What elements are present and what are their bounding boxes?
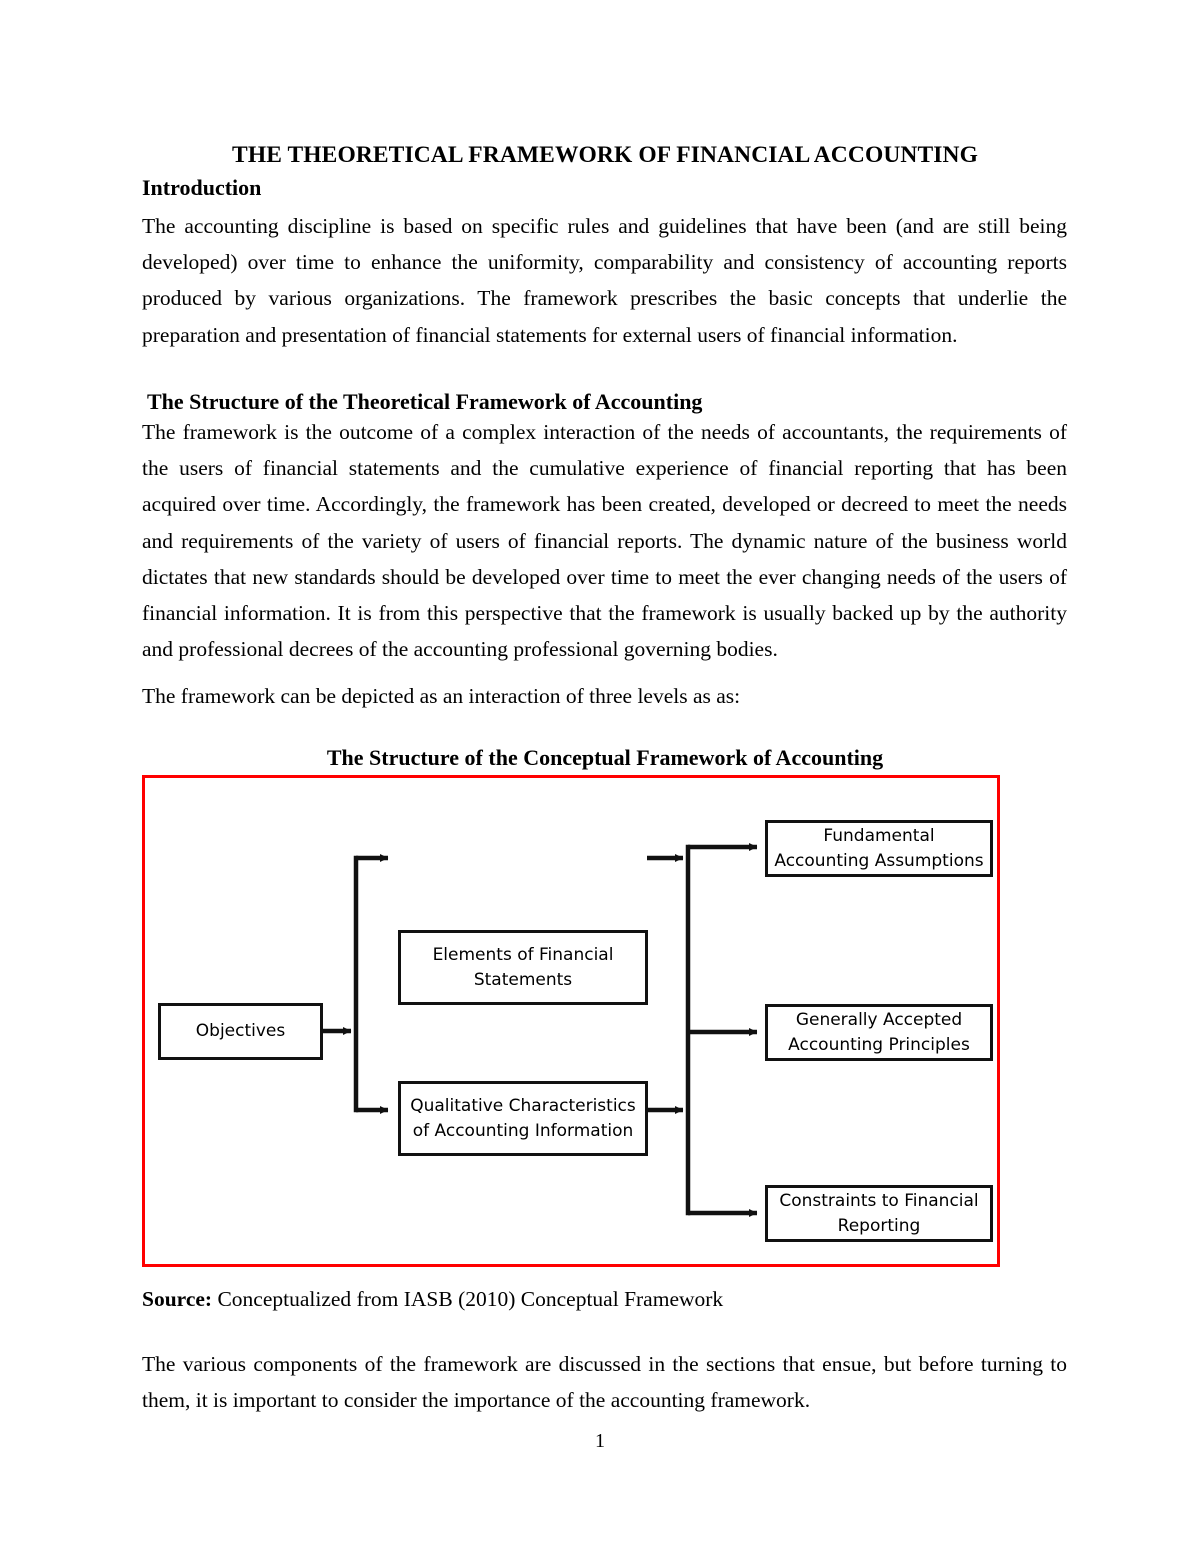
node-fundamental-accounting-assumptions[interactable]: [765, 820, 993, 877]
figure-source-text: Conceptualized from IASB (2010) Conceptual Framework: [212, 1287, 724, 1311]
figure-title: The Structure of the Conceptual Framework of Accounting: [326, 745, 884, 770]
paragraph-lead-in: The framework can be depicted as an interaction of three levels as as:: [142, 684, 741, 708]
node-elements-label: Elements of Financial Statements: [432, 944, 614, 990]
node-qualitative-characteristics[interactable]: [398, 1081, 648, 1156]
node-gaap-label: Generally Accepted Accounting Principles: [788, 1009, 970, 1055]
node-constraints-to-financial-reporting[interactable]: [765, 1185, 993, 1242]
node-assumptions-label: Fundamental Accounting Assumptions: [774, 825, 984, 871]
page-title: THE THEORETICAL FRAMEWORK OF FINANCIAL ACCOUNTING: [232, 142, 978, 168]
node-objectives-label: Objectives: [195, 1021, 286, 1041]
node-constraints-label: Constraints to Financial Reporting: [779, 1190, 979, 1236]
node-objectives[interactable]: [158, 1003, 323, 1060]
paragraph-closing: The various components of the framework are discussed in the sections that ensue, but before turning to them, it is important to consider the importance of the accounting framework.: [142, 1352, 1067, 1413]
node-qualitative-label: Qualitative Characteristics of Accounting Information: [410, 1095, 636, 1141]
page-number: 1: [595, 1430, 605, 1452]
paragraph-structure: The framework is the outcome of a complex interaction of the needs of accountants, the requirements of the users of financial statements and the cumulative experience of financial reporting that has been acquired over time. Accordingly, the framework has been created, developed or decreed to meet the needs and requirements of the variety of users of financial reports. The dynamic nature of the business world dictates that new standards should be developed over time to meet the ever changing needs of the users of financial information. It is from this perspective that the framework is usually backed up by the authority and professional decrees of the accounting professional governing bodies.: [142, 420, 1067, 662]
diagram-canvas: [145, 778, 1003, 1270]
paragraph-introduction: The accounting discipline is based on specific rules and guidelines that have been (and are still being developed) over time to enhance the uniformity, comparability and consistency of accounting reports produced by various organizations. The framework prescribes the basic concepts that underlie the preparation and presentation of financial statements for external users of financial information.: [142, 214, 1067, 347]
node-generally-accepted-accounting-principles[interactable]: [765, 1004, 993, 1061]
heading-structure: The Structure of the Theoretical Framework of Accounting: [147, 389, 703, 414]
node-elements-of-financial-statements[interactable]: [398, 930, 648, 1005]
figure-source: [142, 1283, 723, 1315]
figure-source-label: Source:: [142, 1287, 213, 1311]
heading-introduction: Introduction: [142, 175, 262, 200]
figure-frame: [142, 775, 1000, 1267]
